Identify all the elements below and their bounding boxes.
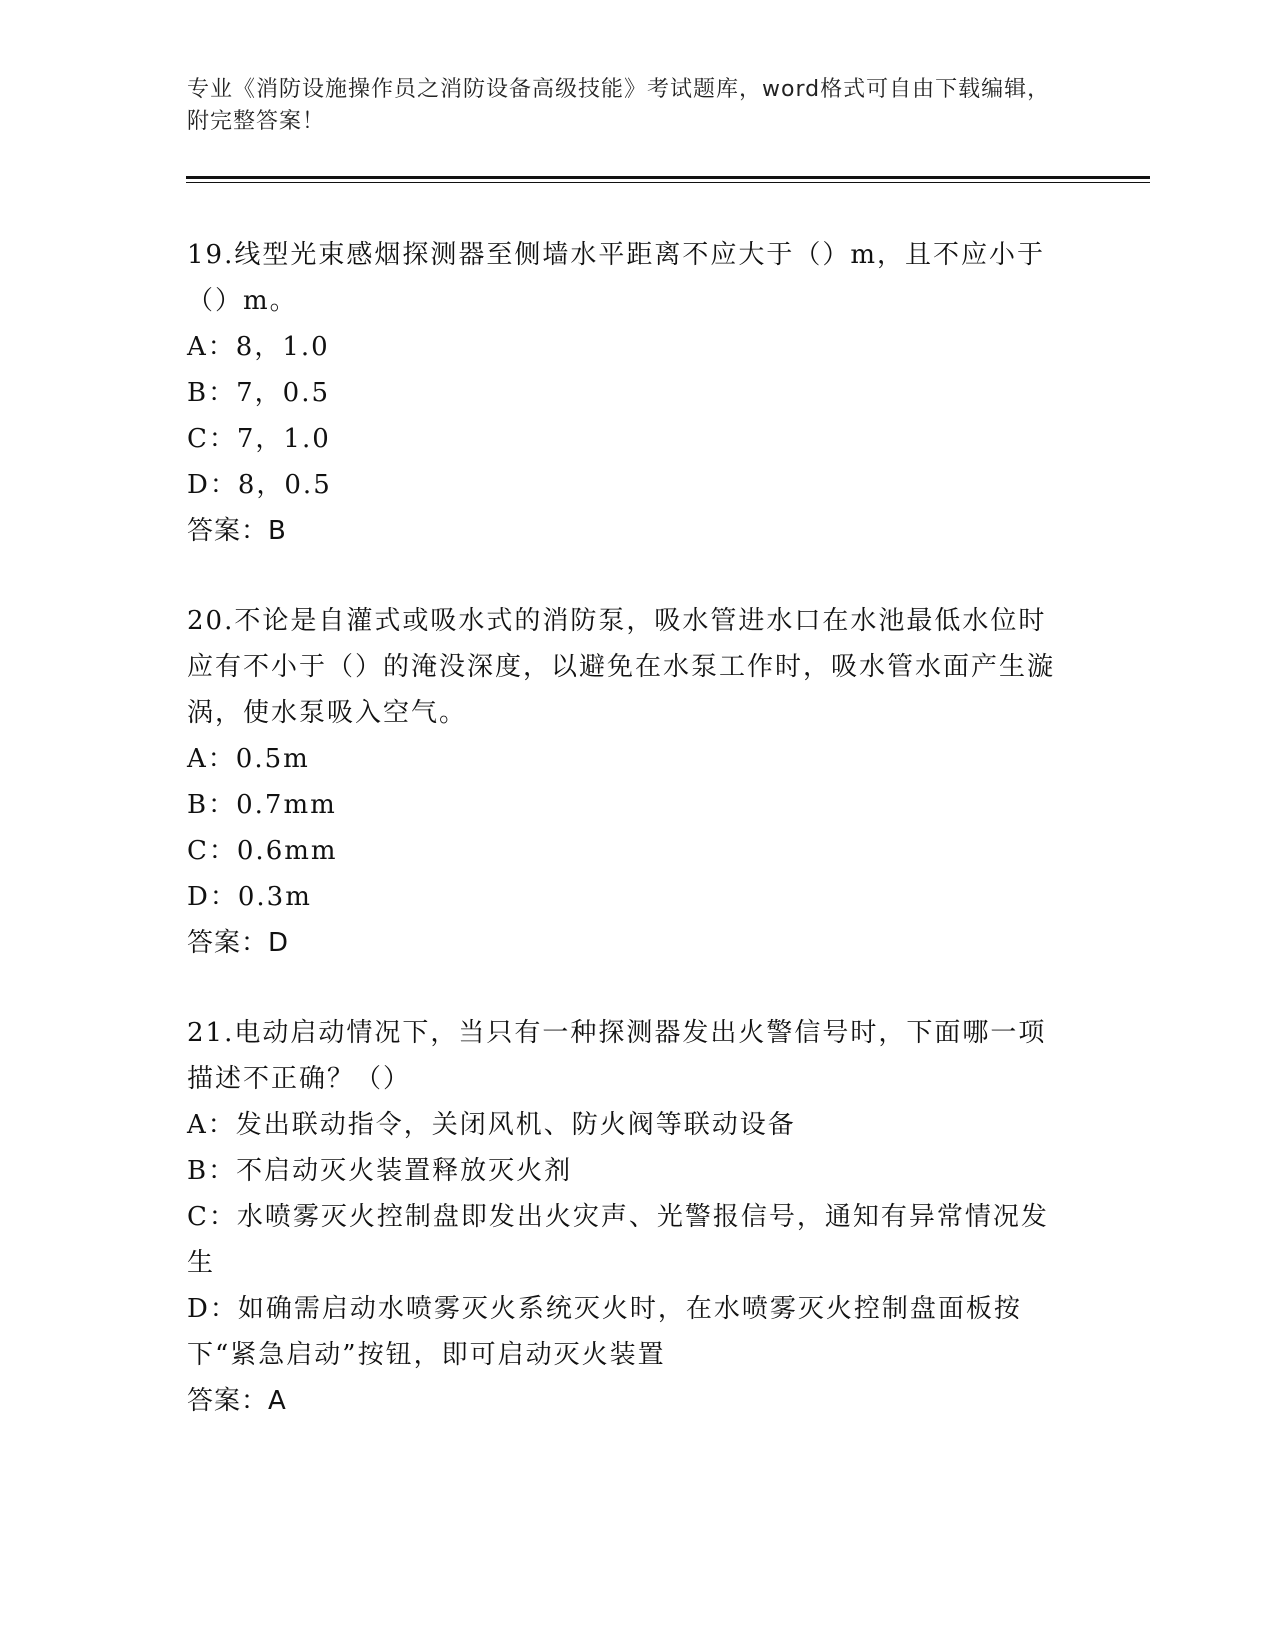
- option-c: C：0.6mm: [187, 836, 338, 866]
- option-b: B：不启动灭火装置释放灭火剂: [187, 1156, 573, 1186]
- question-text: 19.线型光束感烟探测器至侧墙水平距离不应大于（）m，且不应小于（）m。: [187, 240, 1046, 316]
- question-20: [187, 598, 1067, 966]
- question-19: [187, 232, 1067, 554]
- option-a: A：8，1.0: [187, 332, 330, 362]
- option-b: B：0.7mm: [187, 790, 337, 820]
- option-a: A：0.5m: [187, 744, 310, 774]
- question-21: [187, 1010, 1067, 1424]
- answer: 答案：A: [187, 1386, 287, 1416]
- answer: 答案：B: [187, 516, 287, 546]
- document-header: 专业《消防设施操作员之消防设备高级技能》考试题库，word格式可自由下载编辑，附完整答案！: [187, 77, 1051, 134]
- option-d: D：8，0.5: [187, 470, 332, 500]
- header-divider-thick: [186, 176, 1150, 179]
- option-d: D：0.3m: [187, 882, 312, 912]
- question-text: 20.不论是自灌式或吸水式的消防泵，吸水管进水口在水池最低水位时应有不小于（）的淹没深度，以避免在水泵工作时，吸水管水面产生漩涡，使水泵吸入空气。: [187, 606, 1056, 728]
- header-divider-thin: [186, 182, 1150, 183]
- question-text: 21.电动启动情况下，当只有一种探测器发出火警信号时，下面哪一项描述不正确？（）: [187, 1018, 1047, 1094]
- answer: 答案：D: [187, 928, 290, 958]
- option-a: A：发出联动指令，关闭风机、防火阀等联动设备: [187, 1110, 796, 1140]
- question-list: [187, 232, 1067, 1468]
- option-b: B：7，0.5: [187, 378, 330, 408]
- option-c: C：7，1.0: [187, 424, 331, 454]
- option-c: C：水喷雾灭火控制盘即发出火灾声、光警报信号，通知有异常情况发生: [187, 1202, 1049, 1278]
- option-d: D：如确需启动水喷雾灭火系统灭火时，在水喷雾灭火控制盘面板按下“紧急启动”按钮，即可启动灭火装置: [187, 1294, 1022, 1370]
